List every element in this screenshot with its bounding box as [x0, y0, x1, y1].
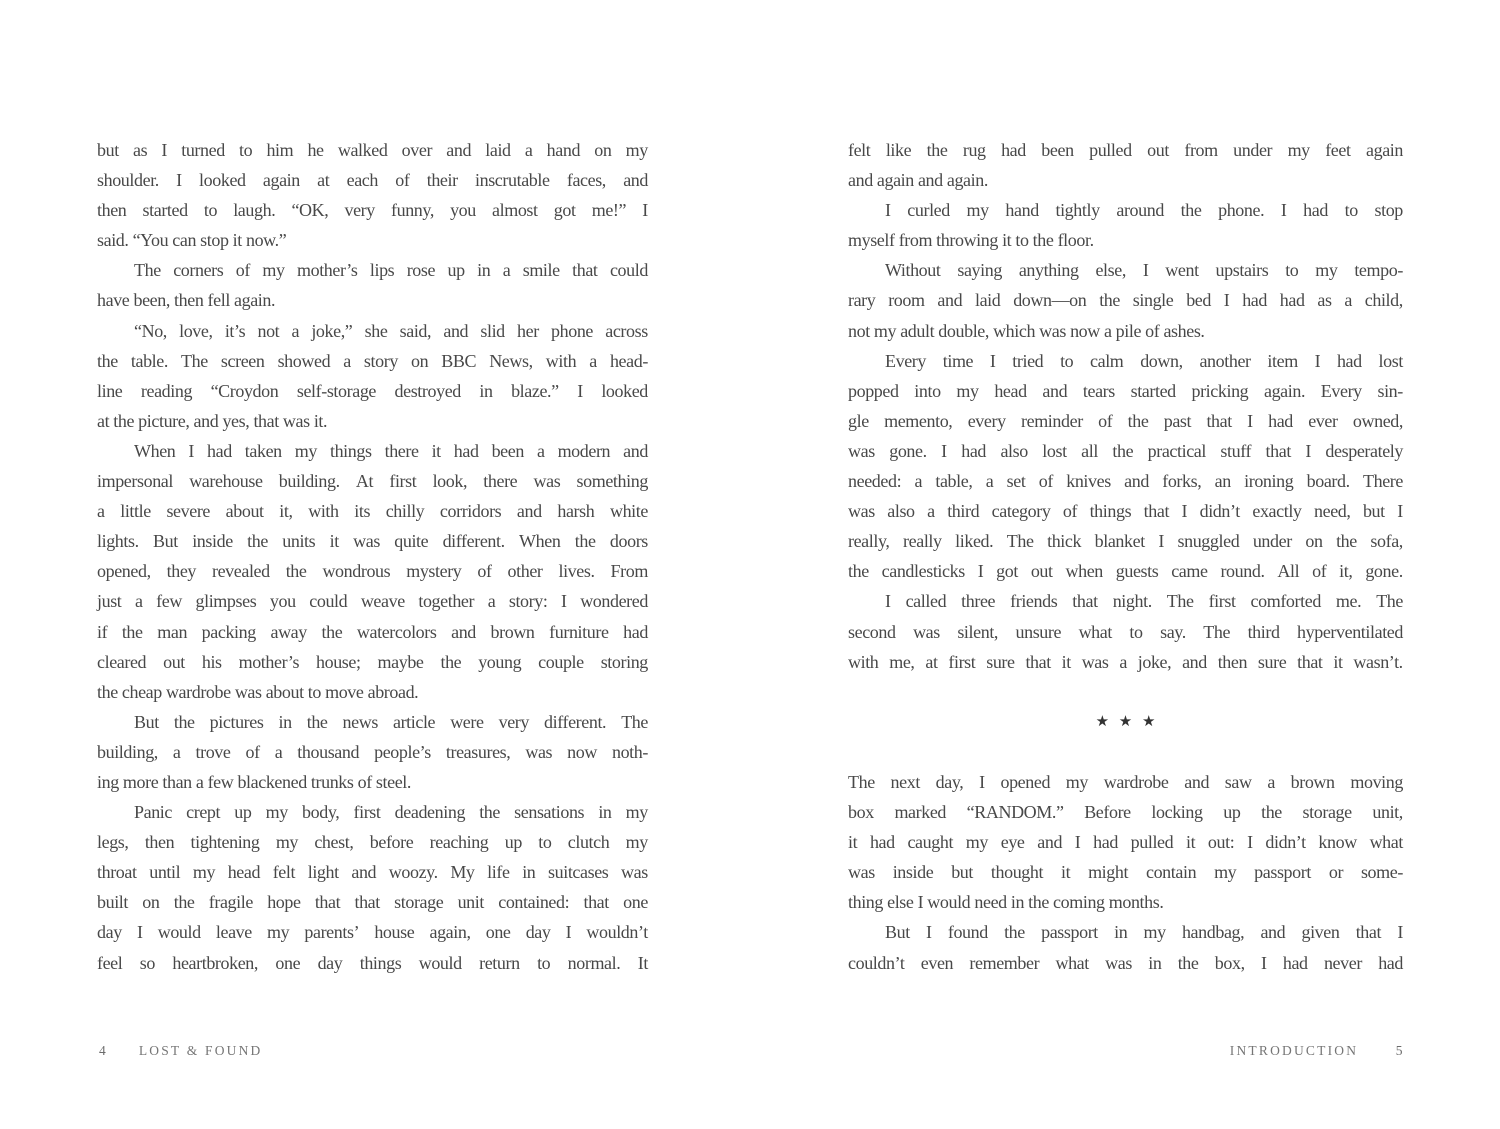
text-line: said. “You can stop it now.” [97, 230, 287, 251]
text-line: really, really liked. The thick blanket I snuggled under on the sofa, [848, 531, 1403, 552]
paragraph [848, 346, 1403, 587]
text-line: The corners of my mother’s lips rose up in a smile that could [134, 260, 648, 281]
paragraph [97, 436, 648, 707]
paragraph [97, 316, 648, 436]
text-line: second was silent, unsure what to say. The third hyperventilated [848, 621, 1403, 642]
text-line: day I would leave my parents’ house again, one day I wouldn’t [97, 922, 648, 943]
page-right-footer [1230, 1043, 1403, 1059]
text-line: the table. The screen showed a story on BBC News, with a head- [97, 350, 648, 371]
text-line: lights. But inside the units it was quite different. When the doors [97, 531, 648, 552]
text-line: The next day, I opened my wardrobe and saw a brown moving [848, 771, 1403, 792]
text-line: have been, then fell again. [97, 290, 276, 311]
text-line: then started to laugh. “OK, very funny, you almost got me!” I [97, 200, 648, 221]
text-line: at the picture, and yes, that was it. [97, 410, 328, 431]
text-line: When I had taken my things there it had been a modern and [134, 440, 648, 461]
page-left-footer [99, 1043, 263, 1059]
text-line: was also a third category of things that I didn’t exactly need, but I [848, 501, 1403, 522]
text-line: and again and again. [848, 170, 988, 191]
page-number-left: 4 [99, 1043, 107, 1058]
paragraph [97, 707, 648, 797]
running-title-left: LOST & FOUND [138, 1043, 263, 1058]
text-line: rary room and laid down—on the single bed I had had as a child, [848, 290, 1403, 311]
text-line: just a few glimpses you could weave together a story: I wondered [97, 591, 648, 612]
text-line: the candlesticks I got out when guests came round. All of it, gone. [848, 561, 1403, 582]
text-line: “No, love, it’s not a joke,” she said, and slid her phone across [134, 320, 648, 341]
text-line: I called three friends that night. The first comforted me. The [885, 591, 1403, 612]
text-line: line reading “Croydon self-storage destroyed in blaze.” I looked [97, 380, 648, 401]
text-line: ing more than a few blackened trunks of steel. [97, 771, 411, 792]
text-line: myself from throwing it to the floor. [848, 230, 1094, 251]
paragraph [97, 255, 648, 315]
text-line: I curled my hand tightly around the phone. I had to stop [885, 200, 1403, 221]
text-line: But the pictures in the news article were very different. The [134, 711, 648, 732]
text-line: couldn’t even remember what was in the box, I had never had [848, 952, 1403, 973]
text-line: popped into my head and tears started pricking again. Every sin- [848, 380, 1403, 401]
text-line: was inside but thought it might contain my passport or some- [848, 862, 1403, 883]
page-number-right: 5 [1395, 1043, 1403, 1058]
text-line: opened, they revealed the wondrous mystery of other lives. From [97, 561, 648, 582]
paragraph [848, 767, 1403, 917]
paragraph [97, 135, 648, 255]
paragraph [848, 195, 1403, 255]
text-line: throat until my head felt light and woozy. My life in suitcases was [97, 862, 648, 883]
paragraph [97, 797, 648, 978]
text-line: Panic crept up my body, first deadening the sensations in my [134, 802, 648, 823]
page-left-body-text [97, 135, 648, 978]
text-line: impersonal warehouse building. At first look, there was something [97, 471, 648, 492]
text-line: felt like the rug had been pulled out from under my feet again [848, 140, 1403, 160]
text-line: gle memento, every reminder of the past that I had ever owned, [848, 410, 1403, 431]
text-line: building, a trove of a thousand people’s treasures, was now noth- [97, 741, 648, 762]
text-line: cleared out his mother’s house; maybe the young couple storing [97, 651, 648, 672]
scene-break-stars: ★ ★ ★ [1095, 713, 1156, 730]
text-line: shoulder. I looked again at each of their inscrutable faces, and [97, 170, 648, 191]
text-line: But I found the passport in my handbag, and given that I [885, 922, 1403, 943]
paragraph [848, 917, 1403, 977]
text-line: Without saying anything else, I went upstairs to my tempo- [885, 260, 1403, 281]
text-line: feel so heartbroken, one day things would return to normal. It [97, 952, 648, 973]
page-right-body-text [848, 135, 1403, 978]
text-line: with me, at first sure that it was a joke, and then sure that it wasn’t. [848, 651, 1403, 672]
text-line: but as I turned to him he walked over and laid a hand on my [97, 140, 648, 160]
text-line: legs, then tightening my chest, before reaching up to clutch my [97, 832, 648, 853]
text-line: it had caught my eye and I had pulled it out: I didn’t know what [848, 832, 1403, 853]
text-line: the cheap wardrobe was about to move abroad. [97, 681, 419, 702]
paragraph [848, 586, 1403, 676]
text-line: a little severe about it, with its chilly corridors and harsh white [97, 501, 648, 522]
running-title-right: INTRODUCTION [1229, 1043, 1359, 1058]
text-line: not my adult double, which was now a pile of ashes. [848, 320, 1205, 341]
text-line: built on the fragile hope that that storage unit contained: that one [97, 892, 648, 913]
text-line: thing else I would need in the coming months. [848, 892, 1164, 913]
text-line: was gone. I had also lost all the practical stuff that I desperately [848, 440, 1403, 461]
text-line: Every time I tried to calm down, another item I had lost [885, 350, 1403, 371]
text-line: needed: a table, a set of knives and forks, an ironing board. There [848, 471, 1403, 492]
text-line: box marked “RANDOM.” Before locking up the storage unit, [848, 802, 1403, 823]
paragraph [848, 135, 1403, 195]
paragraph [848, 255, 1403, 345]
text-line: if the man packing away the watercolors and brown furniture had [97, 621, 648, 642]
